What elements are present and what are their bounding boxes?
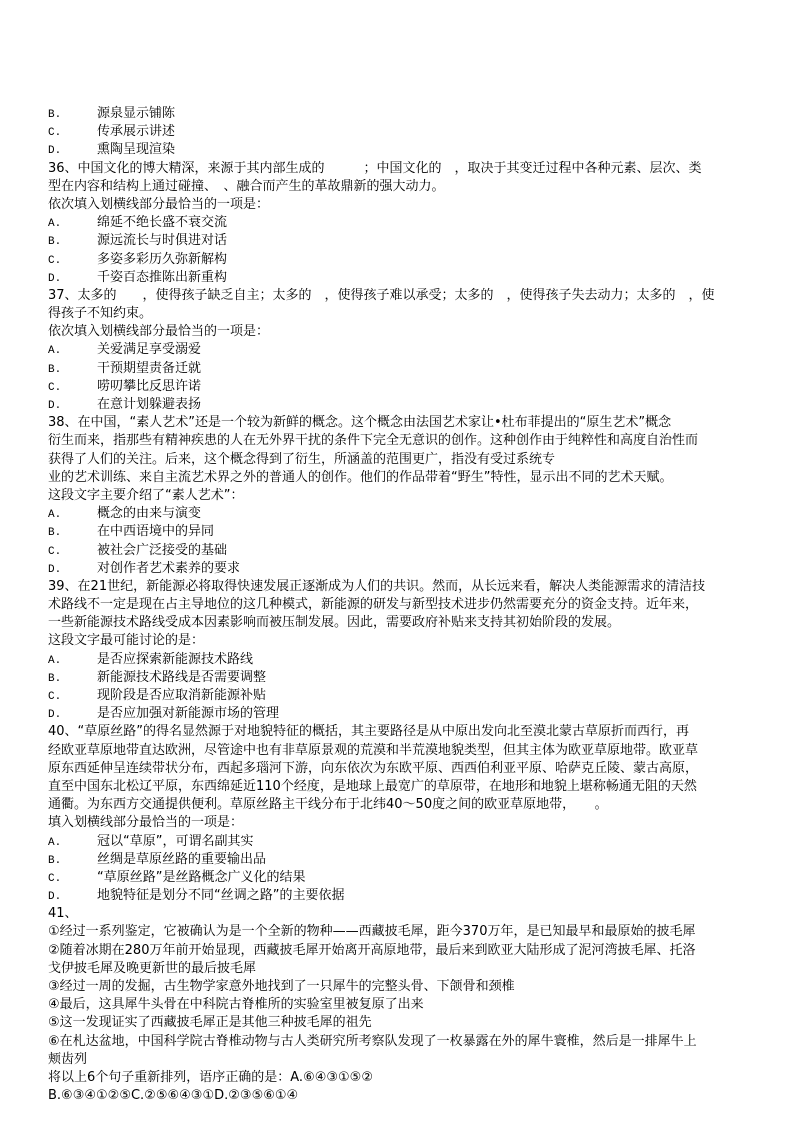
question-stem-line: 39、在21世纪，新能源必将取得快速发展正逐渐成为人们的共识。然而，从长远来看，解决人类能源需求的清洁技	[48, 578, 706, 594]
option-letter: D.	[48, 272, 62, 285]
option-item	[48, 851, 768, 869]
option-text: 新能源技术路线是否需要调整	[97, 669, 267, 685]
option-text: 唠叨攀比反思许诺	[97, 378, 202, 394]
question-stem-line: ①经过一系列鉴定，它被确认为是一个全新的物种——西藏披毛犀，距今370万年，是已知最早和最原始的披毛犀	[48, 924, 696, 940]
question-stem-line: 颊齿列	[48, 1051, 88, 1067]
option-letter: D.	[48, 891, 62, 904]
option-letter: A.	[48, 654, 62, 667]
question-stem-line: 直至中国东北松辽平原，东西绵延近110个经度，是地球上最宽广的草原带，在地形和地貌上堪称畅通无阻的天然	[48, 778, 697, 794]
question-stem-line: 戈伊披毛犀及晚更新世的最后披毛犀	[48, 960, 257, 976]
question-stem-line: 业的艺术训练、来自主流艺术界之外的普通人的创作。他们的作品带着“野生”特性，显示出不同的艺术天赋。	[48, 469, 673, 485]
option-letter: A.	[48, 345, 62, 358]
option-letter: A.	[48, 836, 62, 849]
question-stem-line: 得孩子不知约束。	[48, 306, 153, 322]
question-stem-line: 原东西延伸呈连续带状分布，西起多瑙河下游，向东依次为东欧平原、西西伯利亚平原、哈萨克丘陵、蒙古高原，	[48, 760, 699, 776]
option-item	[48, 360, 768, 378]
option-text: 在意计划躲避表扬	[97, 397, 202, 412]
option-letter: B.	[48, 672, 62, 685]
option-text: 概念的由来与演变	[97, 506, 202, 522]
option-letter: C.	[48, 381, 62, 394]
question-stem-line: 一些新能源技术路线受成本因素影响而被压制发展。因此，需要政府补贴来支持其初始阶段的发展。	[48, 615, 621, 631]
question-stem-line: 经欧亚草原地带直达欧洲，尽管途中也有非草原景观的荒漠和半荒漠地貌类型，但其主体为欧亚草原地带。欧亚草	[48, 742, 699, 758]
option-item	[48, 378, 768, 396]
option-item	[48, 705, 768, 723]
option-item	[48, 651, 768, 669]
option-text: 熏陶呈现渲染	[97, 142, 176, 158]
option-item	[48, 833, 768, 851]
question-stem-line: 38、在中国，“素人艺术”还是一个较为新鲜的概念。这个概念由法国艺术家让•杜布菲提出的“原生艺术”概念	[48, 415, 672, 431]
option-letter: C.	[48, 691, 62, 703]
question-prompt: 这段文字主要介绍了“素人艺术”：	[48, 487, 244, 503]
option-text: 源泉显示铺陈	[97, 106, 176, 121]
option-letter: D.	[48, 709, 62, 722]
option-item	[48, 341, 768, 359]
option-text: 地貌特征是划分不同“丝调之路”的主要依据	[97, 888, 345, 904]
question-stem-line: 40、“草原丝路”的得名显然源于对地貌特征的概括，其主要路径是从中原出发向北至漠北蒙古草原折而西行，再	[48, 724, 690, 740]
question-stem-line: ③经过一周的发掘，古生物学家意外地找到了一只犀牛的完整头骨、下颌骨和颈椎	[48, 979, 515, 994]
option-item	[48, 687, 768, 705]
option-letter: D.	[48, 145, 62, 158]
option-letter: C.	[48, 872, 62, 885]
option-text: 关爱满足享受溺爱	[97, 342, 202, 358]
question-prompt: 这段文字最可能讨论的是：	[48, 633, 205, 649]
option-text: 现阶段是否应取消新能源补贴	[97, 688, 267, 703]
question-stem-line: 36、中国文化的博大精深，来源于其内部生成的 ；中国文化的 ，取决于其变迁过程中各种元素、层次、类	[48, 160, 702, 176]
option-letter: A.	[48, 218, 62, 231]
option-item	[48, 869, 768, 887]
option-text: 多姿多彩历久弥新解构	[97, 251, 228, 267]
question-stem-line: ②随着冰期在280万年前开始显现，西藏披毛犀开始离开高原地带，最后来到欧亚大陆形成了泥河湾披毛犀、托洛	[48, 942, 696, 958]
option-item	[48, 214, 768, 232]
option-text: 干预期望责备迁就	[97, 360, 202, 376]
option-item	[48, 887, 768, 905]
question-prompt: B.⑥③④①②⑤C.②⑤⑥④③①D.②③⑤⑥①④	[48, 1088, 299, 1104]
option-item	[48, 542, 768, 560]
question-stem-line: ⑥在札达盆地，中国科学院古脊椎动物与古人类研究所考察队发现了一枚暴露在外的犀牛寰椎，然后是一排犀牛上	[48, 1033, 697, 1049]
question-stem-line: 型在内容和结构上通过碰撞、 、融合而产生的革故鼎新的强大动力。	[48, 178, 445, 194]
option-letter: B.	[48, 236, 62, 249]
option-letter: D.	[48, 563, 62, 576]
question-stem-line: 通衢。为东西方交通提供便利。草原丝路主干线分布于北纬40～50度之间的欧亚草原地带， 。	[48, 797, 608, 813]
option-text: 是否应探索新能源技术路线	[97, 651, 254, 667]
option-text: 千姿百态推陈出新重构	[97, 269, 228, 285]
option-letter: A.	[48, 509, 62, 522]
option-item	[48, 269, 768, 287]
question-stem-line: ⑤这一发现证实了西藏披毛犀正是其他三种披毛犀的祖先	[48, 1015, 372, 1031]
question-prompt: 依次填入划横线部分最恰当的一项是：	[48, 196, 270, 212]
option-letter: B.	[48, 109, 62, 121]
option-letter: C.	[48, 254, 62, 267]
question-prompt: 依次填入划横线部分最恰当的一项是：	[48, 324, 270, 340]
option-text: 被社会广泛接受的基础	[97, 542, 228, 558]
option-item	[48, 523, 768, 541]
option-item	[48, 560, 768, 578]
option-item	[48, 505, 768, 523]
document-page	[48, 105, 768, 1105]
option-text: “草原丝路”是丝路概念广义化的结果	[97, 869, 306, 885]
option-item	[48, 396, 768, 414]
question-stem-line: 41、	[48, 906, 78, 922]
option-text: 在中西语境中的异同	[97, 524, 215, 540]
option-letter: C.	[48, 127, 62, 140]
option-letter: B.	[48, 363, 62, 376]
option-text: 是否应加强对新能源市场的管理	[97, 706, 280, 722]
option-letter: D.	[48, 400, 62, 412]
question-stem-line: 37、太多的 ，使得孩子缺乏自主；太多的 ，使得孩子难以承受；太多的 ，使得孩子失去动力；太多的 ，使	[48, 287, 715, 303]
option-item	[48, 669, 768, 687]
option-letter: B.	[48, 854, 62, 867]
question-prompt: 将以上6个句子重新排列，语序正确的是：A.⑥④③①⑤②	[48, 1069, 373, 1085]
option-text: 对创作者艺术素养的要求	[97, 560, 241, 576]
option-item	[48, 105, 768, 123]
option-text: 源远流长与时俱进对话	[97, 233, 228, 249]
option-text: 绵延不绝长盛不衰交流	[97, 215, 228, 231]
option-item	[48, 251, 768, 269]
option-text: 冠以“草原”，可谓名副其实	[97, 833, 254, 849]
option-item	[48, 123, 768, 141]
option-text: 丝绸是草原丝路的重要输出品	[97, 851, 267, 867]
option-letter: C.	[48, 545, 62, 558]
question-prompt: 填入划横线部分最恰当的一项是：	[48, 815, 244, 831]
option-item	[48, 232, 768, 250]
question-stem-line: 术路线不一定是现在占主导地位的这几种模式，新能源的研发与新型技术进步仍然需要充分的资金支持。近年来，	[48, 597, 699, 613]
option-letter: B.	[48, 527, 62, 540]
question-stem-line: ④最后，这具犀牛头骨在中科院古脊椎所的实验室里被复原了出来	[48, 997, 424, 1013]
option-item	[48, 141, 768, 159]
option-text: 传承展示讲述	[97, 124, 176, 140]
question-stem-line: 获得了人们的关注。后来，这个概念得到了衍生，所涵盖的范围更广，指没有受过系统专	[48, 451, 556, 467]
question-stem-line: 衍生而来，指那些有精神疾患的人在无外界干扰的条件下完全无意识的创作。这种创作由于纯粹性和高度自治性而	[48, 433, 699, 449]
